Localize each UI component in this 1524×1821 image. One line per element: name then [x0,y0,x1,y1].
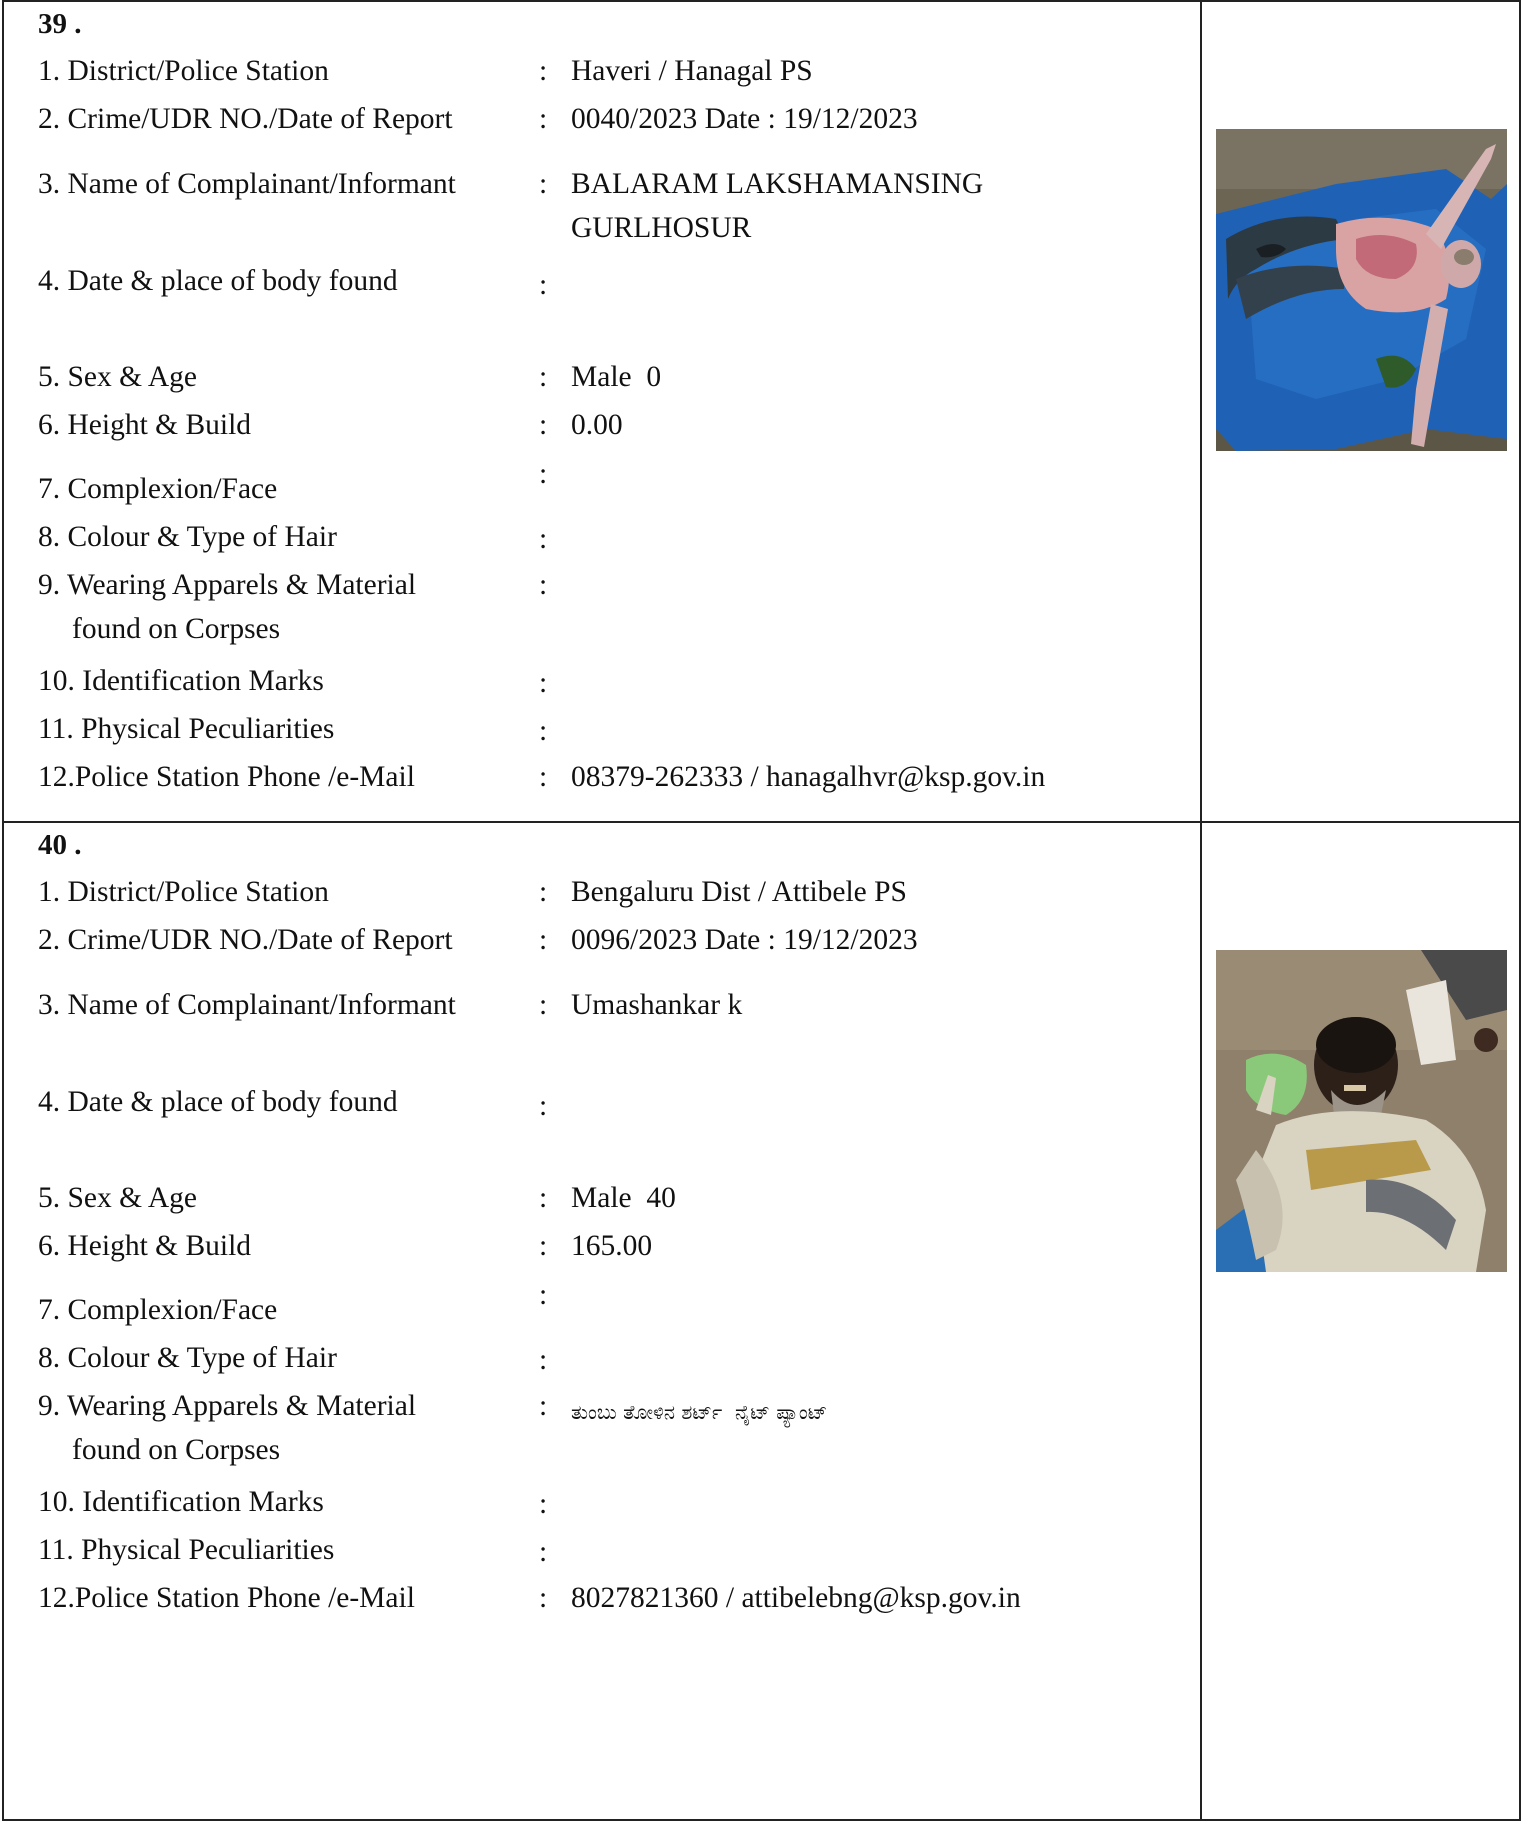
field-label: 7. Complexion/Face [38,473,278,505]
field-label: 11. Physical Peculiarities [38,713,335,745]
field-value: ತುಂಬು ತೋಳಿನ ಶರ್ಟ್ ನೈಟ್ ಪ್ಯಾಂಟ್ [571,1400,828,1424]
field-colon: : [539,103,548,135]
record-details [4,823,1202,1819]
field-value [571,162,1131,250]
field-colon: : [539,1344,548,1376]
field-value: Bengaluru Dist / Attibele PS [571,876,907,908]
field-colon: : [539,761,548,793]
field-value-line-1: BALARAM LAKSHAMANSING [571,168,984,200]
field-colon: : [539,1488,548,1520]
field-label [38,563,528,651]
record-number: 40 . [38,829,82,861]
field-colon: : [539,1090,548,1122]
field-label: 4. Date & place of body found [38,265,398,297]
field-colon: : [539,409,548,441]
field-label: 2. Crime/UDR NO./Date of Report [38,924,453,956]
field-colon: : [539,924,548,956]
field-label: 8. Colour & Type of Hair [38,1342,337,1374]
field-label-line-2: found on Corpses [72,1434,281,1466]
field-value: 0.00 [571,409,623,441]
field-label: 5. Sex & Age [38,1182,197,1214]
field-label: 10. Identification Marks [38,1486,324,1518]
field-colon: : [539,1182,548,1214]
field-value: 8027821360 / attibelebng@ksp.gov.in [571,1582,1021,1614]
body-photo [1216,129,1507,451]
field-label: 3. Name of Complainant/Informant [38,168,456,200]
field-label: 7. Complexion/Face [38,1294,278,1326]
field-value: 0096/2023 Date : 19/12/2023 [571,924,918,956]
field-value: 0040/2023 Date : 19/12/2023 [571,103,918,135]
field-colon: : [539,1536,548,1568]
field-label-line-2: found on Corpses [72,613,281,645]
field-label [38,1384,528,1472]
field-value: 08379-262333 / hanagalhvr@ksp.gov.in [571,761,1046,793]
field-colon: : [539,523,548,555]
field-colon: : [539,1390,548,1422]
body-photo [1216,950,1507,1272]
field-label: 1. District/Police Station [38,876,329,908]
field-colon: : [539,715,548,747]
field-colon: : [539,361,548,393]
field-colon: : [539,667,548,699]
field-value: 165.00 [571,1230,653,1262]
field-value-line-2: GURLHOSUR [571,212,752,244]
photo-column [1200,823,1519,1819]
record-details [4,2,1202,821]
field-value: Haveri / Hanagal PS [571,55,813,87]
field-colon: : [539,55,548,87]
field-label: 2. Crime/UDR NO./Date of Report [38,103,453,135]
photo-column [1200,2,1519,821]
field-label: 8. Colour & Type of Hair [38,521,337,553]
field-label-line-1: 9. Wearing Apparels & Material [38,569,417,601]
field-value: Male 40 [571,1182,676,1214]
field-colon: : [539,1230,548,1262]
record-40 [2,821,1521,1821]
field-label: 12.Police Station Phone /e-Mail [38,761,415,793]
field-colon: : [539,569,548,601]
field-colon: : [539,458,548,490]
field-label-line-1: 9. Wearing Apparels & Material [38,1390,417,1422]
record-39 [2,0,1521,823]
field-label: 11. Physical Peculiarities [38,1534,335,1566]
field-colon: : [539,1582,548,1614]
record-number: 39 . [38,8,82,40]
field-label: 12.Police Station Phone /e-Mail [38,1582,415,1614]
field-label: 3. Name of Complainant/Informant [38,989,456,1021]
field-label: 4. Date & place of body found [38,1086,398,1118]
field-label: 10. Identification Marks [38,665,324,697]
field-colon: : [539,269,548,301]
field-colon: : [539,168,548,200]
field-value: Male 0 [571,361,662,393]
field-label: 6. Height & Build [38,1230,252,1262]
field-colon: : [539,876,548,908]
field-colon: : [539,1279,548,1311]
field-label: 1. District/Police Station [38,55,329,87]
field-value: Umashankar k [571,989,743,1021]
field-label: 6. Height & Build [38,409,252,441]
field-label: 5. Sex & Age [38,361,197,393]
field-colon: : [539,989,548,1021]
